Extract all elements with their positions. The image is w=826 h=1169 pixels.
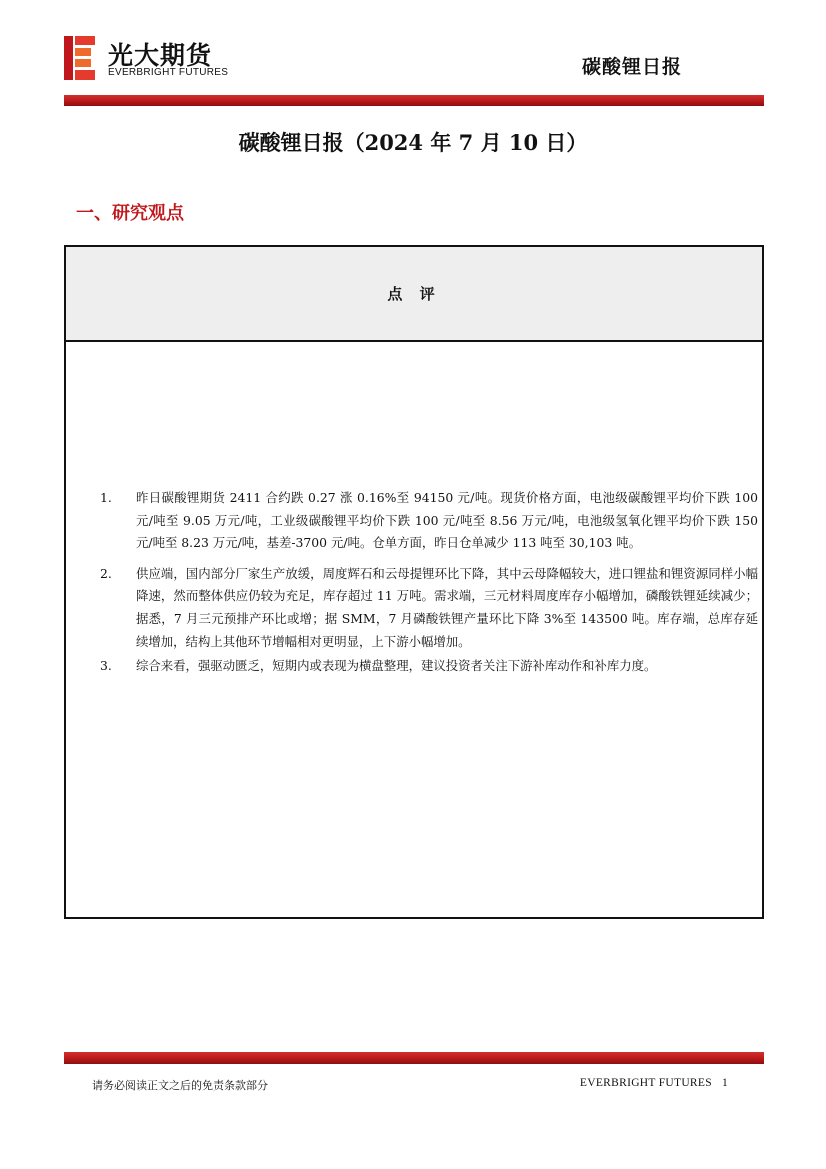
comment-header-label: 点 评 (387, 285, 441, 303)
document-title: 碳酸锂日报（2024 年 7 月 10 日） (238, 130, 588, 155)
point-number: 3. (100, 658, 112, 674)
footer-divider-band (64, 1052, 764, 1064)
logo-chinese-name: 光大期货 (108, 41, 213, 70)
footer-company-page (580, 1077, 728, 1089)
comment-table-header (66, 247, 762, 342)
comment-point (100, 563, 758, 653)
company-logo (64, 36, 244, 82)
comment-point (100, 655, 758, 678)
point-text: 昨日碳酸锂期货 2411 合约跌 0.27 涨 0.16%至 94150 元/吨。现货价格方面，电池级碳酸锂平均价下跌 100 元/吨至 9.05 万元/吨，工业级碳酸锂平均价下跌 100 元/吨至 8.56 万元/吨，电池级氢氧化锂平均价下跌 150 元/吨至 8.23 万元/吨，基差-3700 元/吨。仓单方面，昨日仓单减少 113 吨至 30,103 吨。 (136, 490, 758, 551)
comment-table (64, 245, 764, 919)
comment-point (100, 487, 758, 555)
footer-disclaimer: 请务必阅读正文之后的免责条款部分 (92, 1079, 268, 1092)
point-text: 综合来看，强驱动匮乏，短期内或表现为横盘整理，建议投资者关注下游补库动作和补库力度。 (136, 658, 657, 674)
point-text: 供应端，国内部分厂家生产放缓，周度辉石和云母提锂环比下降，其中云母降幅较大，进口锂盐和锂资源同样小幅降速，然而整体供应仍较为充足，库存超过 11 万吨。需求端，三元材料周度库存小幅增加，磷酸铁锂延续减少；据悉，7 月三元预排产环比或增；据 SMM，7 月磷酸铁锂产量环比下降 3%至 143500 吨。库存端，总库存延续增加，结构上其他环节增幅相对更明显，上下游小幅增加。 (136, 565, 758, 649)
point-number: 2. (100, 565, 112, 581)
footer-company: EVERBRIGHT FUTURES (579, 1077, 712, 1089)
everbright-logo-icon (64, 36, 98, 80)
report-type-title: 碳酸锂日报 (581, 56, 682, 78)
logo-english-name: EVERBRIGHT FUTURES (108, 67, 229, 78)
point-number: 1. (100, 490, 112, 505)
page-number: 1 (721, 1077, 728, 1089)
comment-points-list (100, 487, 758, 678)
header-divider-band (64, 95, 764, 106)
section-heading: 一、研究观点 (76, 203, 184, 224)
